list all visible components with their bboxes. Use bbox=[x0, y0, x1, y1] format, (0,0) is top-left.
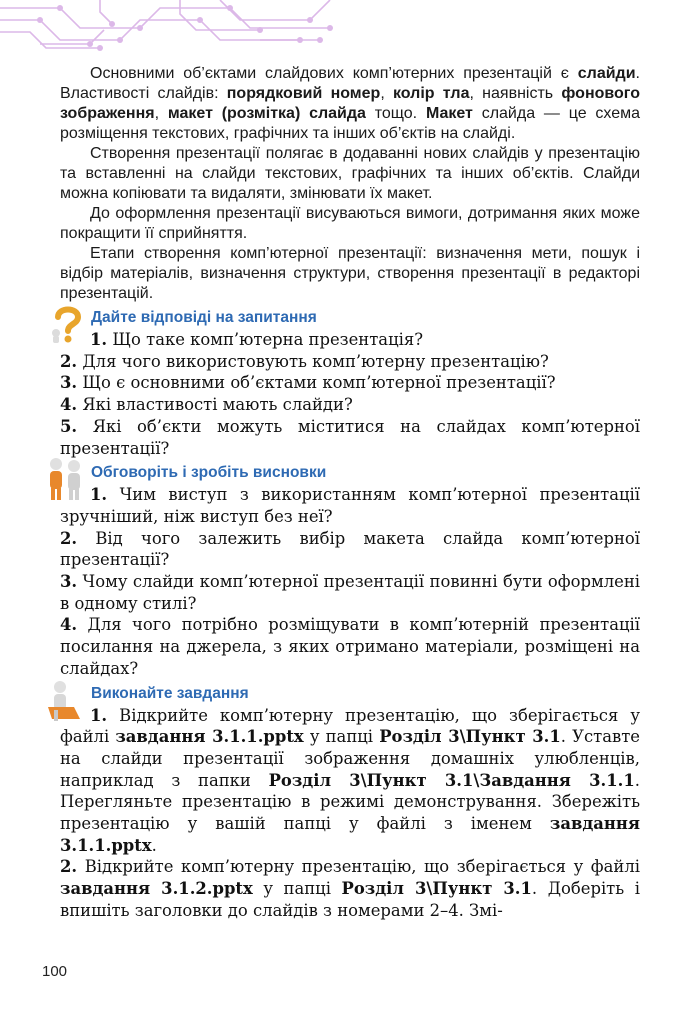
list-item: 1. Що таке комп’ютерна презентація? bbox=[90, 330, 423, 349]
task-item: 1. Відкрийте комп’ютерну презентацію, що зберігається у файлі завдання 3.1.1.pptx у папці Розділ 3\Пункт 3.1. Уставте на слайди презентації зображення домашніх улюбленців, наприклад з папки Розділ 3\Пункт 3.1\Завдання 3.1.1. Перегляньте презентацію в режимі демонстрування. Збережіть презентацію у вашій папці у файлі з іменем завдання 3.1.1.pptx. bbox=[60, 705, 640, 855]
intro-paragraph-3: До оформлення презентації висуваються вимоги, дотримання яких може покращити її сприйняття. bbox=[60, 205, 640, 242]
intro-text bbox=[60, 64, 640, 304]
section-title: Обговоріть і зробіть висновки bbox=[91, 464, 327, 482]
page-number: 100 bbox=[42, 963, 68, 980]
section-discuss-header bbox=[60, 462, 640, 484]
list-item: 2. Від чого залежить вибір макета слайда комп’ютерної презентації? bbox=[60, 528, 640, 570]
page-content bbox=[60, 64, 640, 922]
list-item: 3. Що є основними об’єктами комп’ютерної презентації? bbox=[60, 373, 556, 393]
tasks-list bbox=[60, 705, 640, 922]
section-title: Дайте відповіді на запитання bbox=[91, 309, 317, 326]
section-title: Виконайте завдання bbox=[91, 684, 249, 702]
list-item: 4. Які властивості мають слайди? bbox=[60, 395, 353, 415]
list-item: 2. Для чого використовують комп’ютерну презентацію? bbox=[60, 351, 549, 371]
question-mark-icon bbox=[50, 303, 86, 343]
task-figure-icon bbox=[44, 679, 84, 723]
list-item: 5. Які об’єкти можуть міститися на слайдах комп’ютерної презентації? bbox=[60, 416, 640, 458]
discussion-list bbox=[60, 484, 640, 679]
intro-paragraph-2: Створення презентації полягає в додаванні нових слайдів у презентацію та вставленні на слайди текстових, графічних та інших об’єктів. Слайди можна копіювати та видаляти, змінювати їх макет. bbox=[60, 145, 640, 202]
section-answer-questions-header bbox=[60, 307, 640, 329]
section-tasks-header bbox=[60, 683, 640, 705]
questions-list bbox=[60, 329, 640, 459]
intro-paragraph-1: Основними об’єктами слайдових комп’ютерних презентацій є слайди. Властивості слайдів: порядковий номер, колір тла, наявність фонового зображення, макет (розмітка) слайда тощо. Макет слайда — це схема розміщення текстових, графічних та інших об’єктів на слайді. bbox=[60, 65, 641, 142]
discussion-figures-icon bbox=[44, 456, 86, 502]
circuit-board-decoration bbox=[0, 0, 695, 60]
list-item: 4. Для чого потрібно розміщувати в комп’ютерній презентації посилання на джерела, з яких отримано матеріали, розміщені на слайдах? bbox=[60, 615, 640, 678]
task-item: 2. Відкрийте комп’ютерну презентацію, що зберігається у файлі завдання 3.1.2.pptx у папці Розділ 3\Пункт 3.1. Доберіть і впишіть заголовки до слайдів з номерами 2–4. Змі- bbox=[60, 857, 640, 920]
list-item: 1. Чим виступ з використанням комп’ютерної презентації зручніший, ніж виступ без неї? bbox=[60, 485, 640, 526]
intro-paragraph-4: Етапи створення комп’ютерної презентації: визначення мети, пошук і відбір матеріалів, визначення структури, створення презентації в редакторі презентацій. bbox=[60, 245, 640, 302]
list-item: 3. Чому слайди комп’ютерної презентації повинні бути оформлені в одному стилі? bbox=[60, 572, 640, 613]
